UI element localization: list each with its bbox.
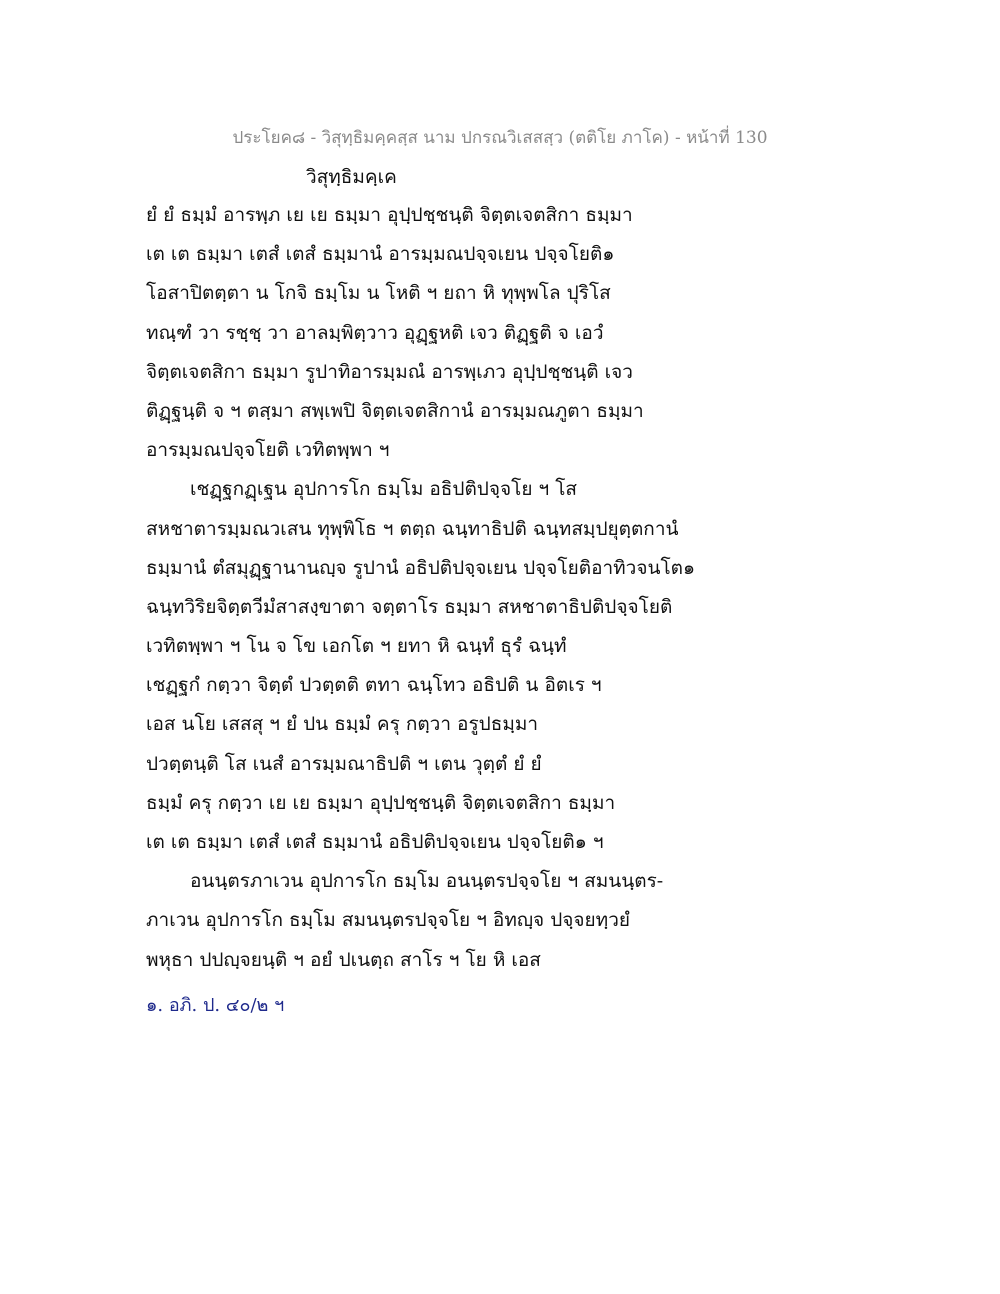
footnote: ๑. อภิ. ป. ๔๐/๒ ฯ [146, 995, 285, 1016]
text-line: เต เต ธมฺมา เตสํ เตสํ ธมฺมานํ อารมฺมณปจฺจเยน ปจฺจโยติ๑ [146, 243, 615, 266]
text-line: พหุธา ปปญฺจยนฺติ ฯ อยํ ปเนตฺถ สาโร ฯ โย หิ เอส [146, 948, 541, 971]
text-line: ธมฺมานํ ตํสมุฏฺฐานานญฺจ รูปานํ อธิปติปจฺจเยน ปจฺจโยติอาทิวจนโต๑ [146, 556, 696, 579]
text-line: โอสาปิตตฺตา น โกจิ ธมฺโม น โหติ ฯ ยถา หิ ทุพฺพโล ปุริโส [146, 282, 611, 305]
body-text [146, 196, 706, 980]
text-line: ธมฺมํ ครุ กตฺวา เย เย ธมฺมา อุปฺปชฺชนฺติ จิตฺตเจตสิกา ธมฺมา [146, 791, 616, 814]
text-line: ปวตฺตนฺติ โส เนสํ อารมฺมณาธิปติ ฯ เตน วุตฺตํ ยํ ยํ [146, 752, 542, 775]
text-line: เชฏฺฐกํ กตฺวา จิตฺตํ ปวตฺตติ ตทา ฉนฺโทว อธิปติ น อิตเร ฯ [146, 674, 602, 697]
text-line: ภาเวน อุปการโก ธมฺโม สมนนฺตรปจฺจโย ฯ อิทญฺจ ปจฺจยทฺวยํ [146, 909, 631, 932]
text-line: เชฏฺฐกฏฺเฐน อุปการโก ธมฺโม อธิปติปจฺจโย ฯ โส [190, 478, 578, 501]
text-line: ติฏฺฐนฺติ จ ฯ ตสฺมา สพฺเพปิ จิตฺตเจตสิกานํ อารมฺมณภูตา ธมฺมา [146, 399, 644, 422]
text-line: อนนฺตรภาเวน อุปการโก ธมฺโม อนนฺตรปจฺจโย ฯ สมนนฺตร- [190, 870, 664, 893]
text-line: สหชาตารมฺมณวเสน ทุพฺพิโธ ฯ ตตฺถ ฉนฺทาธิปติ ฉนฺทสมฺปยุตฺตกานํ [146, 517, 679, 540]
running-header: ประโยค๘ - วิสุทฺธิมคฺคสฺส นาม ปกรณวิเสสสฺว (ตติโย ภาโค) - หน้าที่ 130 [232, 128, 768, 148]
text-line: จิตฺตเจตสิกา ธมฺมา รูปาทิอารมฺมณํ อารพฺเภว อุปฺปชฺชนฺติ เจว [146, 360, 633, 383]
book-title: วิสุทฺธิมคฺเค [306, 166, 397, 188]
text-line: ฉนฺทวิริยจิตฺตวีมํสาสงฺขาตา จตฺตาโร ธมฺมา สหชาตาธิปติปจฺจโยติ [146, 595, 673, 618]
text-line: เวทิตพฺพา ฯ โน จ โข เอกโต ฯ ยทา หิ ฉนฺทํ ธุรํ ฉนฺทํ [146, 635, 567, 658]
text-line: อารมฺมณปจฺจโยติ เวทิตพฺพา ฯ [146, 439, 390, 462]
text-line: ทณฺฑํ วา รชฺชฺ วา อาลมฺพิตฺวาว อุฏฺฐหติ เจว ติฏฺฐติ จ เอวํ [146, 321, 604, 344]
text-line: ยํ ยํ ธมฺมํ อารพฺภ เย เย ธมฺมา อุปฺปชฺชนฺติ จิตฺตเจตสิกา ธมฺมา [146, 204, 633, 226]
text-line: เอส นโย เสสสุ ฯ ยํ ปน ธมฺมํ ครุ กตฺวา อรูปธมฺมา [146, 713, 539, 736]
text-line: เต เต ธมฺมา เตสํ เตสํ ธมฺมานํ อธิปติปจฺจเยน ปจฺจโยติ๑ ฯ [146, 831, 604, 853]
